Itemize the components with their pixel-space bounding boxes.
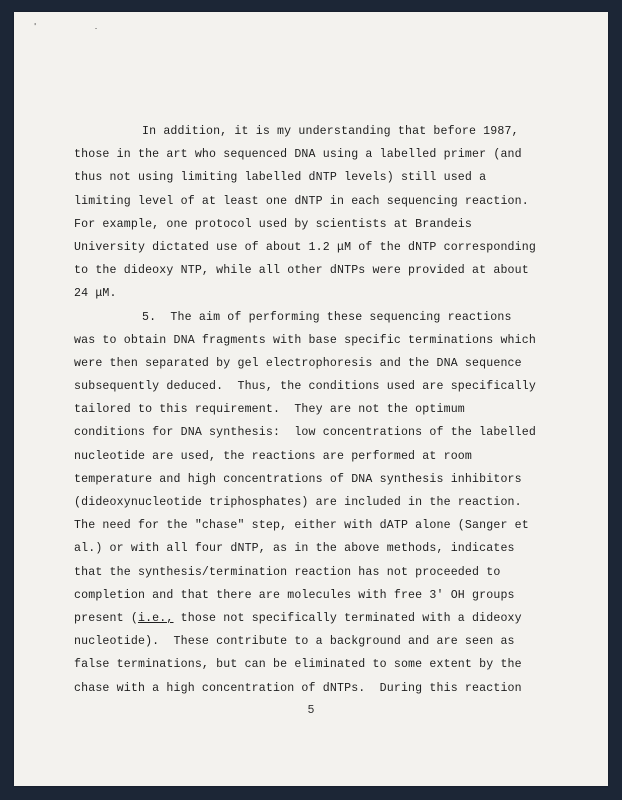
- document-page: [14, 12, 608, 786]
- text-line: thus not using limiting labelled dNTP levels) still used a: [74, 171, 487, 185]
- body-text: [74, 120, 554, 700]
- text-line: University dictated use of about 1.2 μM of the dNTP corresponding: [74, 240, 536, 254]
- text-fragment: those not specifically terminated with a dideoxy: [173, 611, 522, 625]
- text-line: conditions for DNA synthesis: low concentrations of the labelled: [74, 426, 536, 440]
- text-line: was to obtain DNA fragments with base specific terminations which: [74, 333, 536, 347]
- text-line: completion and that there are molecules with free 3' OH groups: [74, 588, 515, 602]
- text-line: limiting level of at least one dNTP in each sequencing reaction.: [74, 194, 529, 208]
- page-number: 5: [307, 704, 315, 717]
- text-line: were then separated by gel electrophoresis and the DNA sequence: [74, 356, 522, 370]
- text-line: al.) or with all four dNTP, as in the above methods, indicates: [74, 542, 515, 556]
- text-line: subsequently deduced. Thus, the conditions used are specifically: [74, 380, 536, 394]
- text-line: (dideoxynucleotide triphosphates) are included in the reaction.: [74, 496, 522, 509]
- text-line: temperature and high concentrations of DNA synthesis inhibitors: [74, 472, 522, 486]
- text-line: false terminations, but can be eliminated to some extent by the: [74, 658, 522, 672]
- text-line: that the synthesis/termination reaction has not proceeded to: [74, 565, 501, 579]
- text-line: chase with a high concentration of dNTPs. During this reaction: [74, 681, 522, 695]
- text-line: those in the art who sequenced DNA using a labelled primer (and: [74, 148, 522, 162]
- text-line: 5. The aim of performing these sequencing reactions: [142, 310, 512, 324]
- scan-marks: ' .: [34, 22, 126, 31]
- text-line: tailored to this requirement. They are not the optimum: [74, 403, 465, 417]
- text-line: In addition, it is my understanding that before 1987,: [142, 125, 519, 138]
- text-line: nucleotide). These contribute to a background and are seen as: [74, 635, 515, 649]
- underlined-abbreviation: i.e.,: [137, 611, 174, 625]
- text-line: [74, 607, 554, 630]
- text-line: to the dideoxy NTP, while all other dNTPs were provided at about: [74, 264, 529, 278]
- text-line: 24 μM.: [74, 287, 117, 301]
- text-line: The need for the "chase" step, either with dATP alone (Sanger et: [74, 519, 529, 533]
- text-line: nucleotide are used, the reactions are performed at room: [74, 449, 473, 463]
- text-fragment: present (: [74, 611, 138, 625]
- text-line: For example, one protocol used by scientists at Brandeis: [74, 217, 473, 231]
